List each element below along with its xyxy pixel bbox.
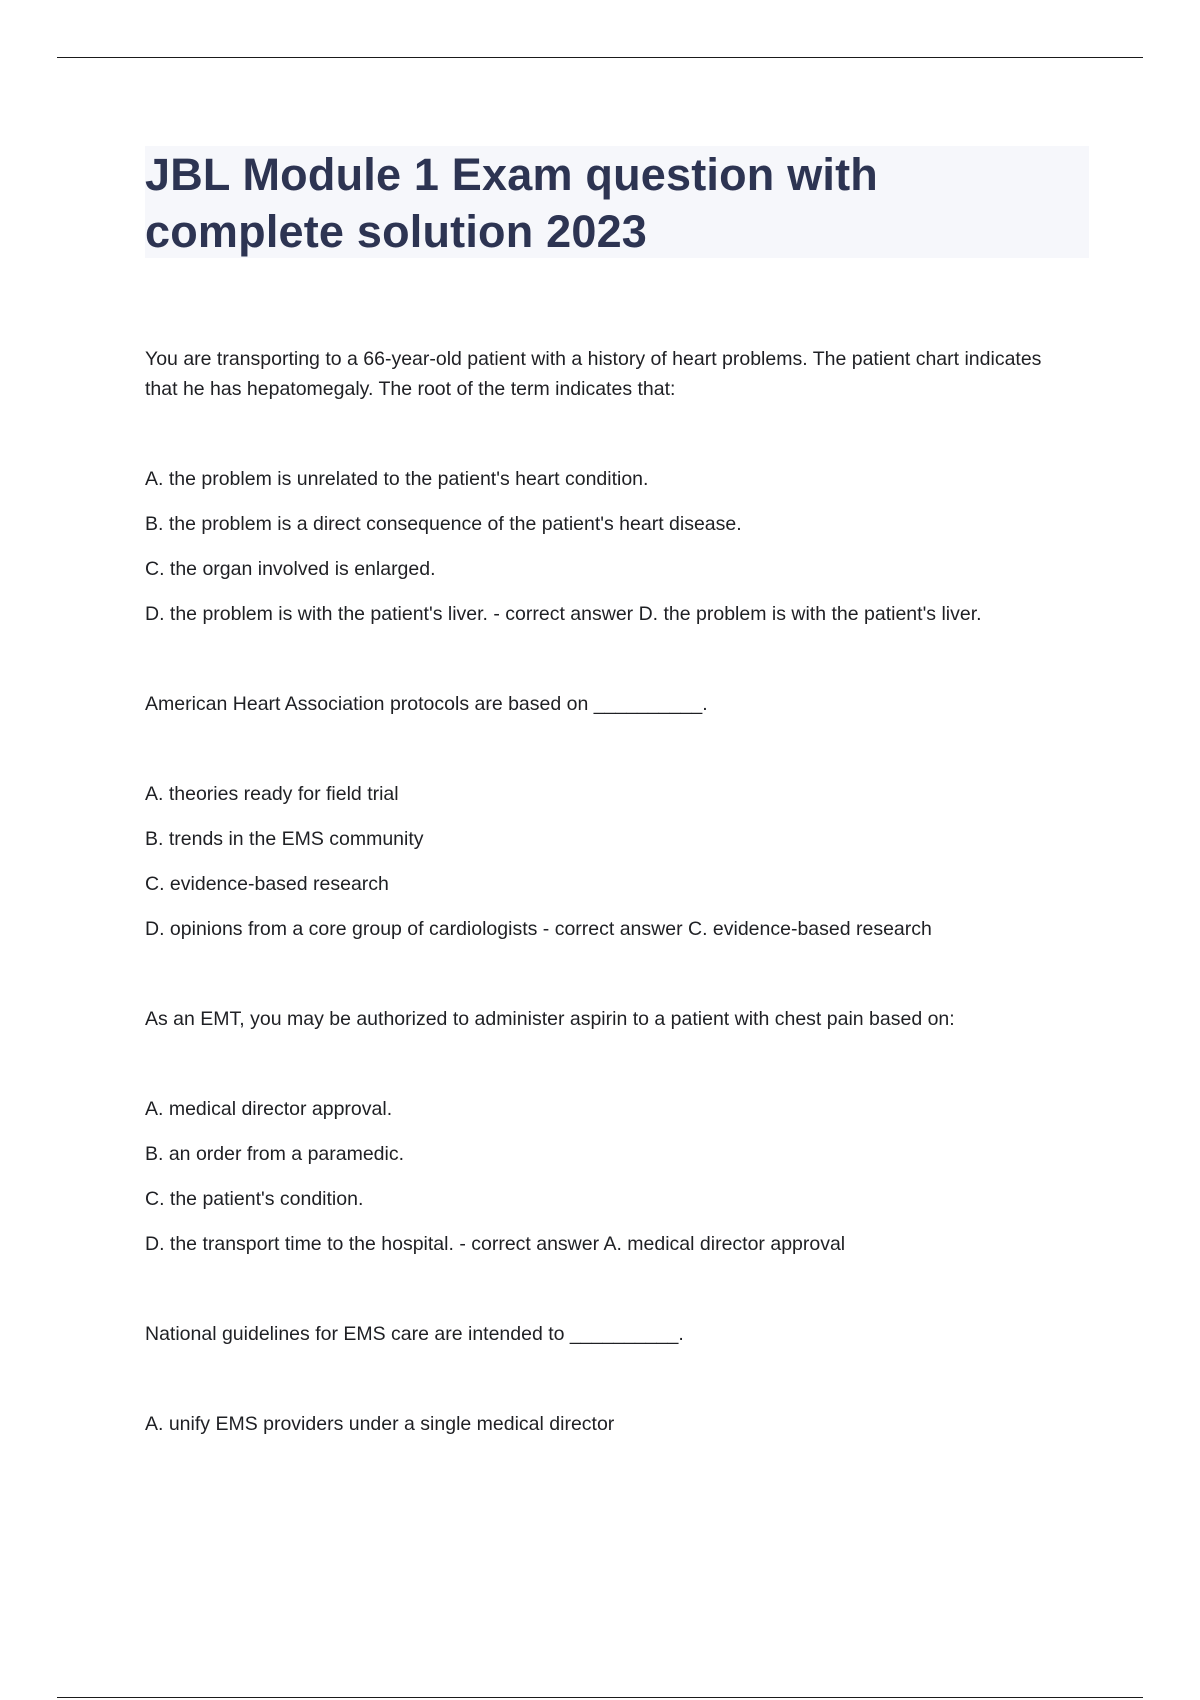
document-body <box>145 344 1045 1499</box>
question-text: National guidelines for EMS care are intended to __________. <box>145 1323 684 1345</box>
answer-option: A. unify EMS providers under a single medical director <box>145 1413 615 1435</box>
question-text: As an EMT, you may be authorized to administer aspirin to a patient with chest pain based on: <box>145 1008 955 1030</box>
question-block <box>145 1004 1045 1259</box>
answer-option: A. the problem is unrelated to the patient's heart condition. <box>145 468 649 490</box>
question-block <box>145 344 1045 629</box>
question-text: You are transporting to a 66-year-old patient with a history of heart problems. The patient chart indicates that he has hepatomegaly. The root of the term indicates that: <box>145 348 1042 400</box>
answer-option: C. the patient's condition. <box>145 1188 364 1210</box>
bottom-rule <box>57 1697 1143 1698</box>
answer-option: C. the organ involved is enlarged. <box>145 558 436 580</box>
answer-option: D. the problem is with the patient's liver. - correct answer D. the problem is with the patient's liver. <box>145 603 982 625</box>
page-title: JBL Module 1 Exam question with complete solution 2023 <box>145 149 878 257</box>
answer-option: B. the problem is a direct consequence of the patient's heart disease. <box>145 513 742 535</box>
answer-options <box>145 464 1045 629</box>
answer-option: D. opinions from a core group of cardiologists - correct answer C. evidence-based research <box>145 918 932 940</box>
question-text: American Heart Association protocols are based on __________. <box>145 693 708 715</box>
answer-option: C. evidence-based research <box>145 873 389 895</box>
answer-option: B. trends in the EMS community <box>145 828 424 850</box>
answer-options <box>145 779 1045 944</box>
answer-options <box>145 1409 1045 1439</box>
answer-option: D. the transport time to the hospital. - correct answer A. medical director approval <box>145 1233 846 1255</box>
answer-option: B. an order from a paramedic. <box>145 1143 405 1165</box>
answer-options <box>145 1094 1045 1259</box>
answer-option: A. medical director approval. <box>145 1098 393 1120</box>
answer-option: A. theories ready for field trial <box>145 783 399 805</box>
top-rule <box>57 57 1143 58</box>
question-block <box>145 689 1045 944</box>
question-block <box>145 1319 1045 1439</box>
